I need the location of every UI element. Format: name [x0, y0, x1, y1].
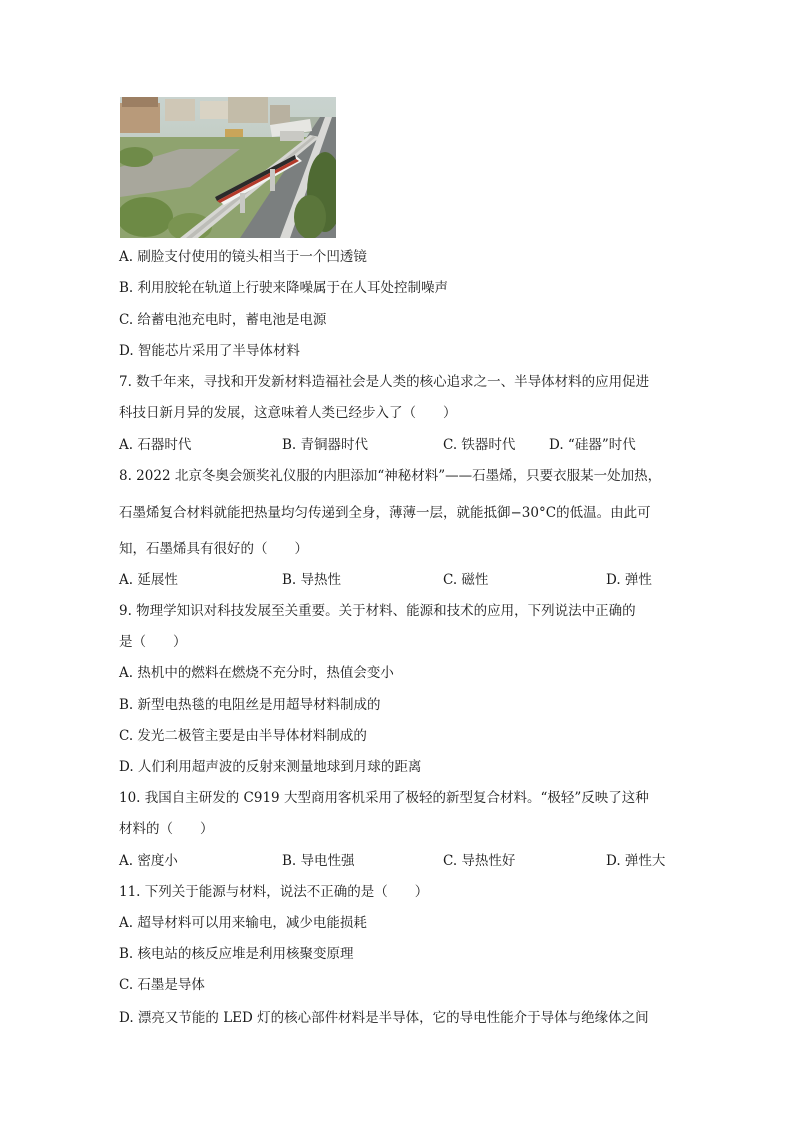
q11-option-d: D. 漂亮又节能的 LED 灯的核心部件材料是半导体，它的导电性能介于导体与绝缘体之间 [119, 1010, 649, 1026]
q10-option-b: B. 导电性强 [282, 853, 355, 869]
q8-option-b: B. 导热性 [282, 572, 342, 588]
q7-option-c: C. 铁器时代 [443, 437, 516, 453]
q8-option-c: C. 磁性 [443, 572, 489, 588]
q7-option-d: D. “硅器”时代 [549, 437, 636, 453]
train-photo [120, 97, 336, 238]
q10-stem-line1: 10. 我国自主研发的 C919 大型商用客机采用了极轻的新型复合材料。“极轻”反映了这种 [119, 790, 649, 806]
q8-stem-line2: 石墨烯复合材料就能把热量均匀传递到全身，薄薄一层，就能抵御−30°C的低温。由此可 [119, 505, 651, 521]
q11-stem-line1: 11. 下列关于能源与材料，说法不正确的是（ ） [119, 884, 429, 900]
q10-option-c: C. 导热性好 [443, 853, 516, 869]
q8-options [119, 571, 679, 589]
q8-stem-line1: 8. 2022 北京冬奥会颁奖礼仪服的内胆添加“神秘材料”——石墨烯，只要衣服某一处加热， [119, 468, 662, 484]
q8-option-d: D. 弹性 [606, 572, 652, 588]
q9-option-a: A. 热机中的燃料在燃烧不充分时，热值会变小 [119, 665, 394, 681]
q6-option-a: A. 刷脸支付使用的镜头相当于一个凹透镜 [119, 249, 367, 265]
q6-option-b: B. 利用胶轮在轨道上行驶来降噪属于在人耳处控制噪声 [119, 280, 449, 296]
q7-options [119, 436, 679, 454]
q10-option-a: A. 密度小 [119, 853, 178, 869]
q8-option-a: A. 延展性 [119, 572, 178, 588]
q6-option-d: D. 智能芯片采用了半导体材料 [119, 343, 300, 359]
q7-stem-line2: 科技日新月异的发展，这意味着人类已经步入了（ ） [119, 405, 457, 421]
q9-option-b: B. 新型电热毯的电阻丝是用超导材料制成的 [119, 697, 381, 713]
q6-option-c: C. 给蓄电池充电时，蓄电池是电源 [119, 312, 327, 328]
q10-option-d: D. 弹性大 [606, 853, 666, 869]
q7-option-b: B. 青铜器时代 [282, 437, 369, 453]
q8-stem-line3: 知，石墨烯具有很好的（ ） [119, 541, 308, 557]
q9-option-c: C. 发光二极管主要是由半导体材料制成的 [119, 728, 367, 744]
q10-stem-line2: 材料的（ ） [119, 821, 214, 837]
q7-stem-line1: 7. 数千年来，寻找和开发新材料造福社会是人类的核心追求之一、半导体材料的应用促进 [119, 374, 650, 390]
q11-option-b: B. 核电站的核反应堆是利用核聚变原理 [119, 946, 354, 962]
q10-options [119, 852, 679, 870]
q11-option-a: A. 超导材料可以用来输电，减少电能损耗 [119, 915, 367, 931]
q9-option-d: D. 人们利用超声波的反射来测量地球到月球的距离 [119, 759, 422, 775]
q7-option-a: A. 石器时代 [119, 437, 192, 453]
q11-option-c: C. 石墨是导体 [119, 977, 205, 993]
q9-stem-line1: 9. 物理学知识对科技发展至关重要。关于材料、能源和技术的应用，下列说法中正确的 [119, 603, 636, 619]
q9-stem-line2: 是（ ） [119, 634, 187, 650]
